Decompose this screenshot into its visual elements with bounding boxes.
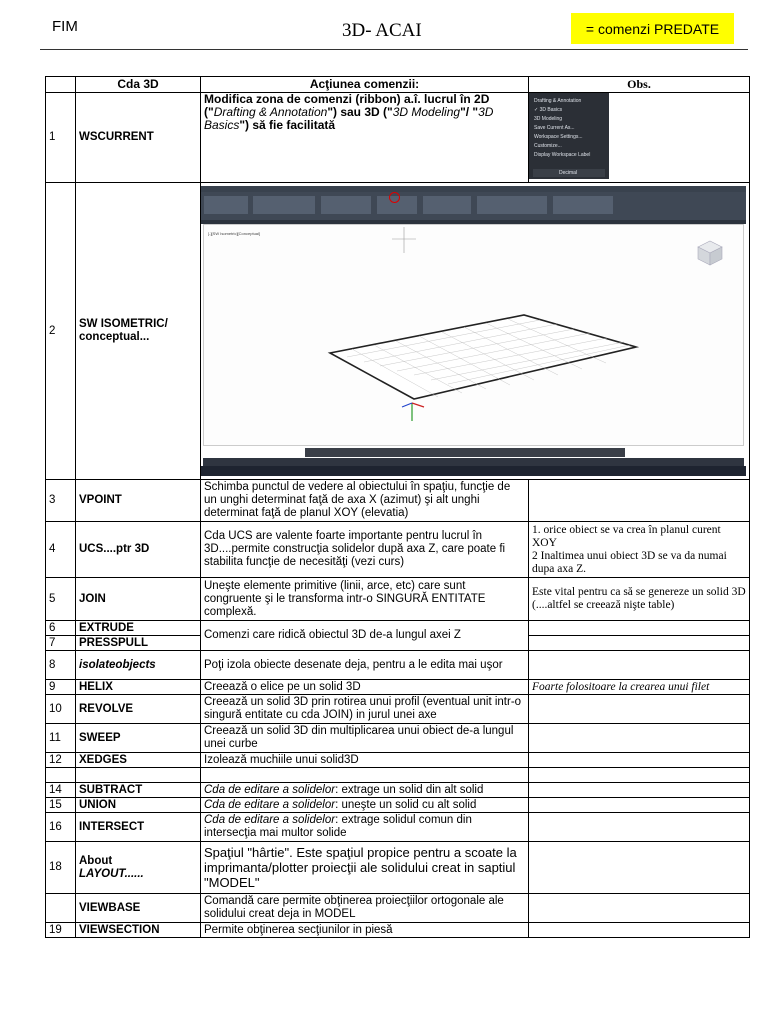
row-number: 9 <box>46 680 76 695</box>
legend-badge: = comenzi PREDATE <box>571 13 734 44</box>
command-name: XEDGES <box>76 753 201 768</box>
command-action: Creează un solid 3D prin rotirea unui profil (eventual unit intr-o singură entitate cu cda JOIN) in jurul unei axe <box>201 695 529 724</box>
row-number: 10 <box>46 695 76 724</box>
table-row <box>46 651 750 680</box>
table-row <box>46 894 750 923</box>
row-number: 11 <box>46 724 76 753</box>
command-action: Permite obţinerea secţiunilor in piesă <box>201 923 529 938</box>
command-name: REVOLVE <box>76 695 201 724</box>
table-row <box>46 93 750 183</box>
obs-cell <box>529 636 750 651</box>
table-row <box>46 695 750 724</box>
menu-item: Display Workspace Label <box>534 152 591 158</box>
command-name: SWEEP <box>76 724 201 753</box>
menu-item: ✓ 3D Basics <box>534 106 604 115</box>
obs-cell <box>529 842 750 894</box>
highlight-circle-icon <box>389 192 400 203</box>
command-action: Creează un solid 3D din multiplicarea unui obiect de-a lungul unei curbe <box>201 724 529 753</box>
menu-item: Workspace Settings... <box>534 134 583 140</box>
command-action: Modifica zona de comenzi (ribbon) a.î. lucrul în 2D ("Drafting & Annotation") sau 3D ("3D Modeling"/ "3D Basics") să fie facilitată <box>201 93 529 183</box>
header-left-text: FIM <box>52 18 78 35</box>
command-name: VIEWSECTION <box>76 923 201 938</box>
ribbon-panel <box>477 196 547 214</box>
command-action: Cda de editare a solidelor: uneşte un solid cu alt solid <box>201 798 529 813</box>
row-number: 16 <box>46 813 76 842</box>
command-name: About LAYOUT...... <box>76 842 201 894</box>
obs-cell <box>529 768 750 783</box>
ribbon-panel <box>423 196 471 214</box>
units-label: Decimal <box>559 170 578 176</box>
obs-cell <box>529 753 750 768</box>
row-number: 3 <box>46 480 76 522</box>
command-name: PRESSPULL <box>76 636 201 651</box>
obs-cell: Foarte folositoare la crearea unui filet <box>529 680 750 695</box>
command-name: INTERSECT <box>76 813 201 842</box>
grid-plane <box>330 315 636 399</box>
header-num <box>46 77 76 93</box>
command-line[interactable] <box>305 448 625 457</box>
ribbon-panel <box>204 196 248 214</box>
command-name: JOIN <box>76 578 201 621</box>
page-title: 3D- ACAI <box>342 20 422 41</box>
table-row <box>46 578 750 621</box>
command-action <box>201 768 529 783</box>
command-action: Izolează muchiile unui solid3D <box>201 753 529 768</box>
ribbon-panel <box>553 196 613 214</box>
obs-cell <box>529 798 750 813</box>
table-row <box>46 923 750 938</box>
command-name <box>76 768 201 783</box>
header-action: Acţiunea comenzii: <box>201 77 529 93</box>
table-row <box>46 522 750 578</box>
autocad-screenshot <box>201 186 746 476</box>
obs-cell <box>529 93 750 183</box>
table-row <box>46 768 750 783</box>
command-name: WSCURRENT <box>76 93 201 183</box>
row-number: 14 <box>46 783 76 798</box>
row-number: 19 <box>46 923 76 938</box>
row-number: 5 <box>46 578 76 621</box>
row-number: 15 <box>46 798 76 813</box>
command-name: EXTRUDE <box>76 621 201 636</box>
header-rule <box>40 49 748 50</box>
command-action: Spaţiul "hârtie". Este spaţiul propice pentru a scoate la imprimanta/plotter proiecţii ale solidului creat in saptiul "MODEL" <box>201 842 529 894</box>
command-action: Uneşte elemente primitive (linii, arce, etc) care sunt congruente şi le transforma intr-o SINGURĂ ENTITATE complexă. <box>201 578 529 621</box>
windows-taskbar <box>201 466 746 476</box>
menu-item: Drafting & Annotation <box>534 98 582 104</box>
command-action: Cda UCS are valente foarte importante pentru lucrul în 3D....permite construcţia solidelor după axa Z, care poate fi stabilita funcţie de necesităţi (vezi curs) <box>201 522 529 578</box>
isometric-grid-drawing <box>204 225 732 443</box>
table-row <box>46 183 750 480</box>
command-action: Comenzi care ridică obiectul 3D de-a lungul axei Z <box>201 621 529 651</box>
row-number: 6 <box>46 621 76 636</box>
workspace-menu-screenshot <box>529 93 609 181</box>
viewport-label: [-][SW Isometric][Conceptual] <box>208 231 261 236</box>
row-number: 2 <box>46 183 76 480</box>
commands-table <box>45 76 750 938</box>
header-obs: Obs. <box>529 77 750 93</box>
menu-item: 3D Modeling <box>534 116 563 122</box>
table-row <box>46 480 750 522</box>
table-row <box>46 798 750 813</box>
command-action: Schimba punctul de vedere al obiectului în spaţiu, funcţie de un unghi determinat faţă de axa X (azimut) şi alt unghi determinat faţă de planul XOY (elevatia) <box>201 480 529 522</box>
obs-cell <box>529 813 750 842</box>
row-number: 1 <box>46 93 76 183</box>
menu-toolbar <box>533 169 605 177</box>
command-name: VIEWBASE <box>76 894 201 923</box>
ribbon <box>201 192 746 220</box>
obs-cell <box>529 480 750 522</box>
command-name: UNION <box>76 798 201 813</box>
menu-item: Save Current As... <box>534 125 575 131</box>
ucs-axis-icon <box>402 403 424 421</box>
command-action: Poţi izola obiecte desenate deja, pentru a le edita mai uşor <box>201 651 529 680</box>
command-name: SUBTRACT <box>76 783 201 798</box>
table-row <box>46 753 750 768</box>
obs-cell <box>529 923 750 938</box>
command-action: Comandă care permite obţinerea proiecţiilor ortogonale ale solidului creat deja in MODEL <box>201 894 529 923</box>
header-command: Cda 3D <box>76 77 201 93</box>
drawing-viewport <box>203 224 744 446</box>
command-name: HELIX <box>76 680 201 695</box>
command-action: Creează o elice pe un solid 3D <box>201 680 529 695</box>
viewcube-icon <box>698 241 722 265</box>
table-row <box>46 813 750 842</box>
row-number: 12 <box>46 753 76 768</box>
row-number: 7 <box>46 636 76 651</box>
row-number: 18 <box>46 842 76 894</box>
obs-cell <box>529 724 750 753</box>
row-number: 8 <box>46 651 76 680</box>
command-action: Cda de editare a solidelor: extrage solidul comun din intersecţia mai multor solide <box>201 813 529 842</box>
ribbon-panel <box>321 196 371 214</box>
table-row <box>46 783 750 798</box>
row-number <box>46 894 76 923</box>
menu-item: Customize... <box>534 143 562 149</box>
obs-cell <box>529 894 750 923</box>
command-name: VPOINT <box>76 480 201 522</box>
table-row <box>46 680 750 695</box>
obs-cell <box>529 621 750 636</box>
autocad-screenshot-cell <box>201 183 750 480</box>
row-number: 4 <box>46 522 76 578</box>
workspace-menu <box>529 93 609 179</box>
obs-cell <box>529 695 750 724</box>
table-row <box>46 621 750 636</box>
obs-cell <box>529 651 750 680</box>
obs-cell <box>529 783 750 798</box>
obs-cell: Este vital pentru ca să se genereze un solid 3D (....altfel se creează nişte table) <box>529 578 750 621</box>
table-row <box>46 842 750 894</box>
ribbon-panel <box>253 196 315 214</box>
obs-cell: 1. orice obiect se va crea în planul curent XOY 2 Inaltimea unui obiect 3D se va da numai dupa axa Z. <box>529 522 750 578</box>
table-header-row <box>46 77 750 93</box>
row-number <box>46 768 76 783</box>
command-name: UCS....ptr 3D <box>76 522 201 578</box>
command-name: SW ISOMETRIC/ conceptual... <box>76 183 201 480</box>
table-row <box>46 724 750 753</box>
command-action: Cda de editare a solidelor: extrage un solid din alt solid <box>201 783 529 798</box>
command-name: isolateobjects <box>76 651 201 680</box>
